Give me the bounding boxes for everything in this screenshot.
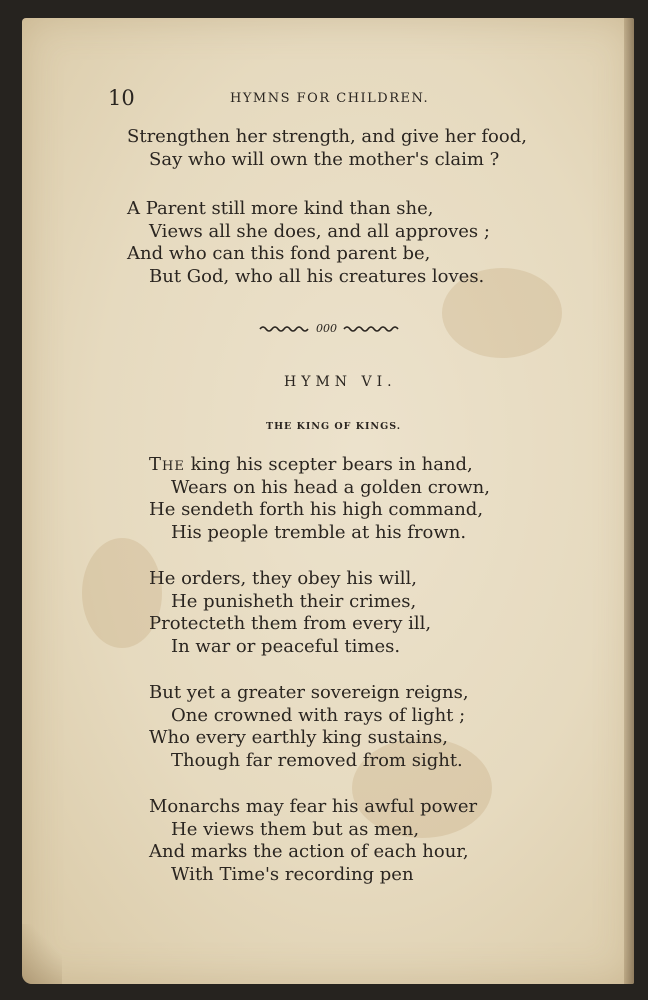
verse-line: He orders, they obey his will, [149,568,417,589]
hymn-subtitle: THE KING OF KINGS. [266,421,402,432]
stanza [149,568,431,658]
verse-line: He views them but as men, [171,818,420,840]
verse-line: But yet a greater sovereign reigns, [149,682,469,703]
verse-line: A Parent still more kind than she, [127,198,434,219]
stanza [149,682,469,772]
verse-line: And who can this fond parent be, [127,243,431,264]
verse-line [149,454,490,477]
paper-page [22,18,634,984]
verse-line: Monarchs may fear his awful power [149,796,478,817]
running-head: HYMNS FOR CHILDREN. [230,91,430,106]
verse-line: His people tremble at his frown. [171,521,467,543]
first-word: The [149,454,185,475]
verse-line: And marks the action of each hour, [149,841,469,862]
verse-line: With Time's recording pen [171,863,414,885]
verse-line: Wears on his head a golden crown, [171,476,490,498]
verse-line: In war or peaceful times. [171,635,401,657]
svg-text:000: 000 [316,322,337,335]
verse-line: Though far removed from sight. [171,749,463,771]
hymn-title: HYMN VI. [284,374,397,390]
verse-line: Say who will own the mother's claim ? [149,148,500,170]
verse-line: But God, who all his creatures loves. [149,265,485,287]
verse-line-rest: king his scepter bears in hand, [184,454,473,475]
verse-line: Who every earthly king sustains, [149,727,448,748]
worn-corner [22,924,62,984]
page-number: 10 [108,86,135,110]
verse-line: Views all she does, and all approves ; [149,220,490,242]
verse-line: One crowned with rays of light ; [171,704,466,726]
stanza [149,796,477,886]
stanza [149,454,490,544]
stanza [127,198,490,288]
page-gutter-shadow [624,18,634,984]
verse-line: Strengthen her strength, and give her food, [127,126,527,147]
stanza [127,126,527,171]
verse-line: He sendeth forth his high command, [149,499,484,520]
verse-line: Protecteth them from every ill, [149,613,432,634]
ornamental-divider [258,321,408,335]
verse-line: He punisheth their crimes, [171,590,417,612]
